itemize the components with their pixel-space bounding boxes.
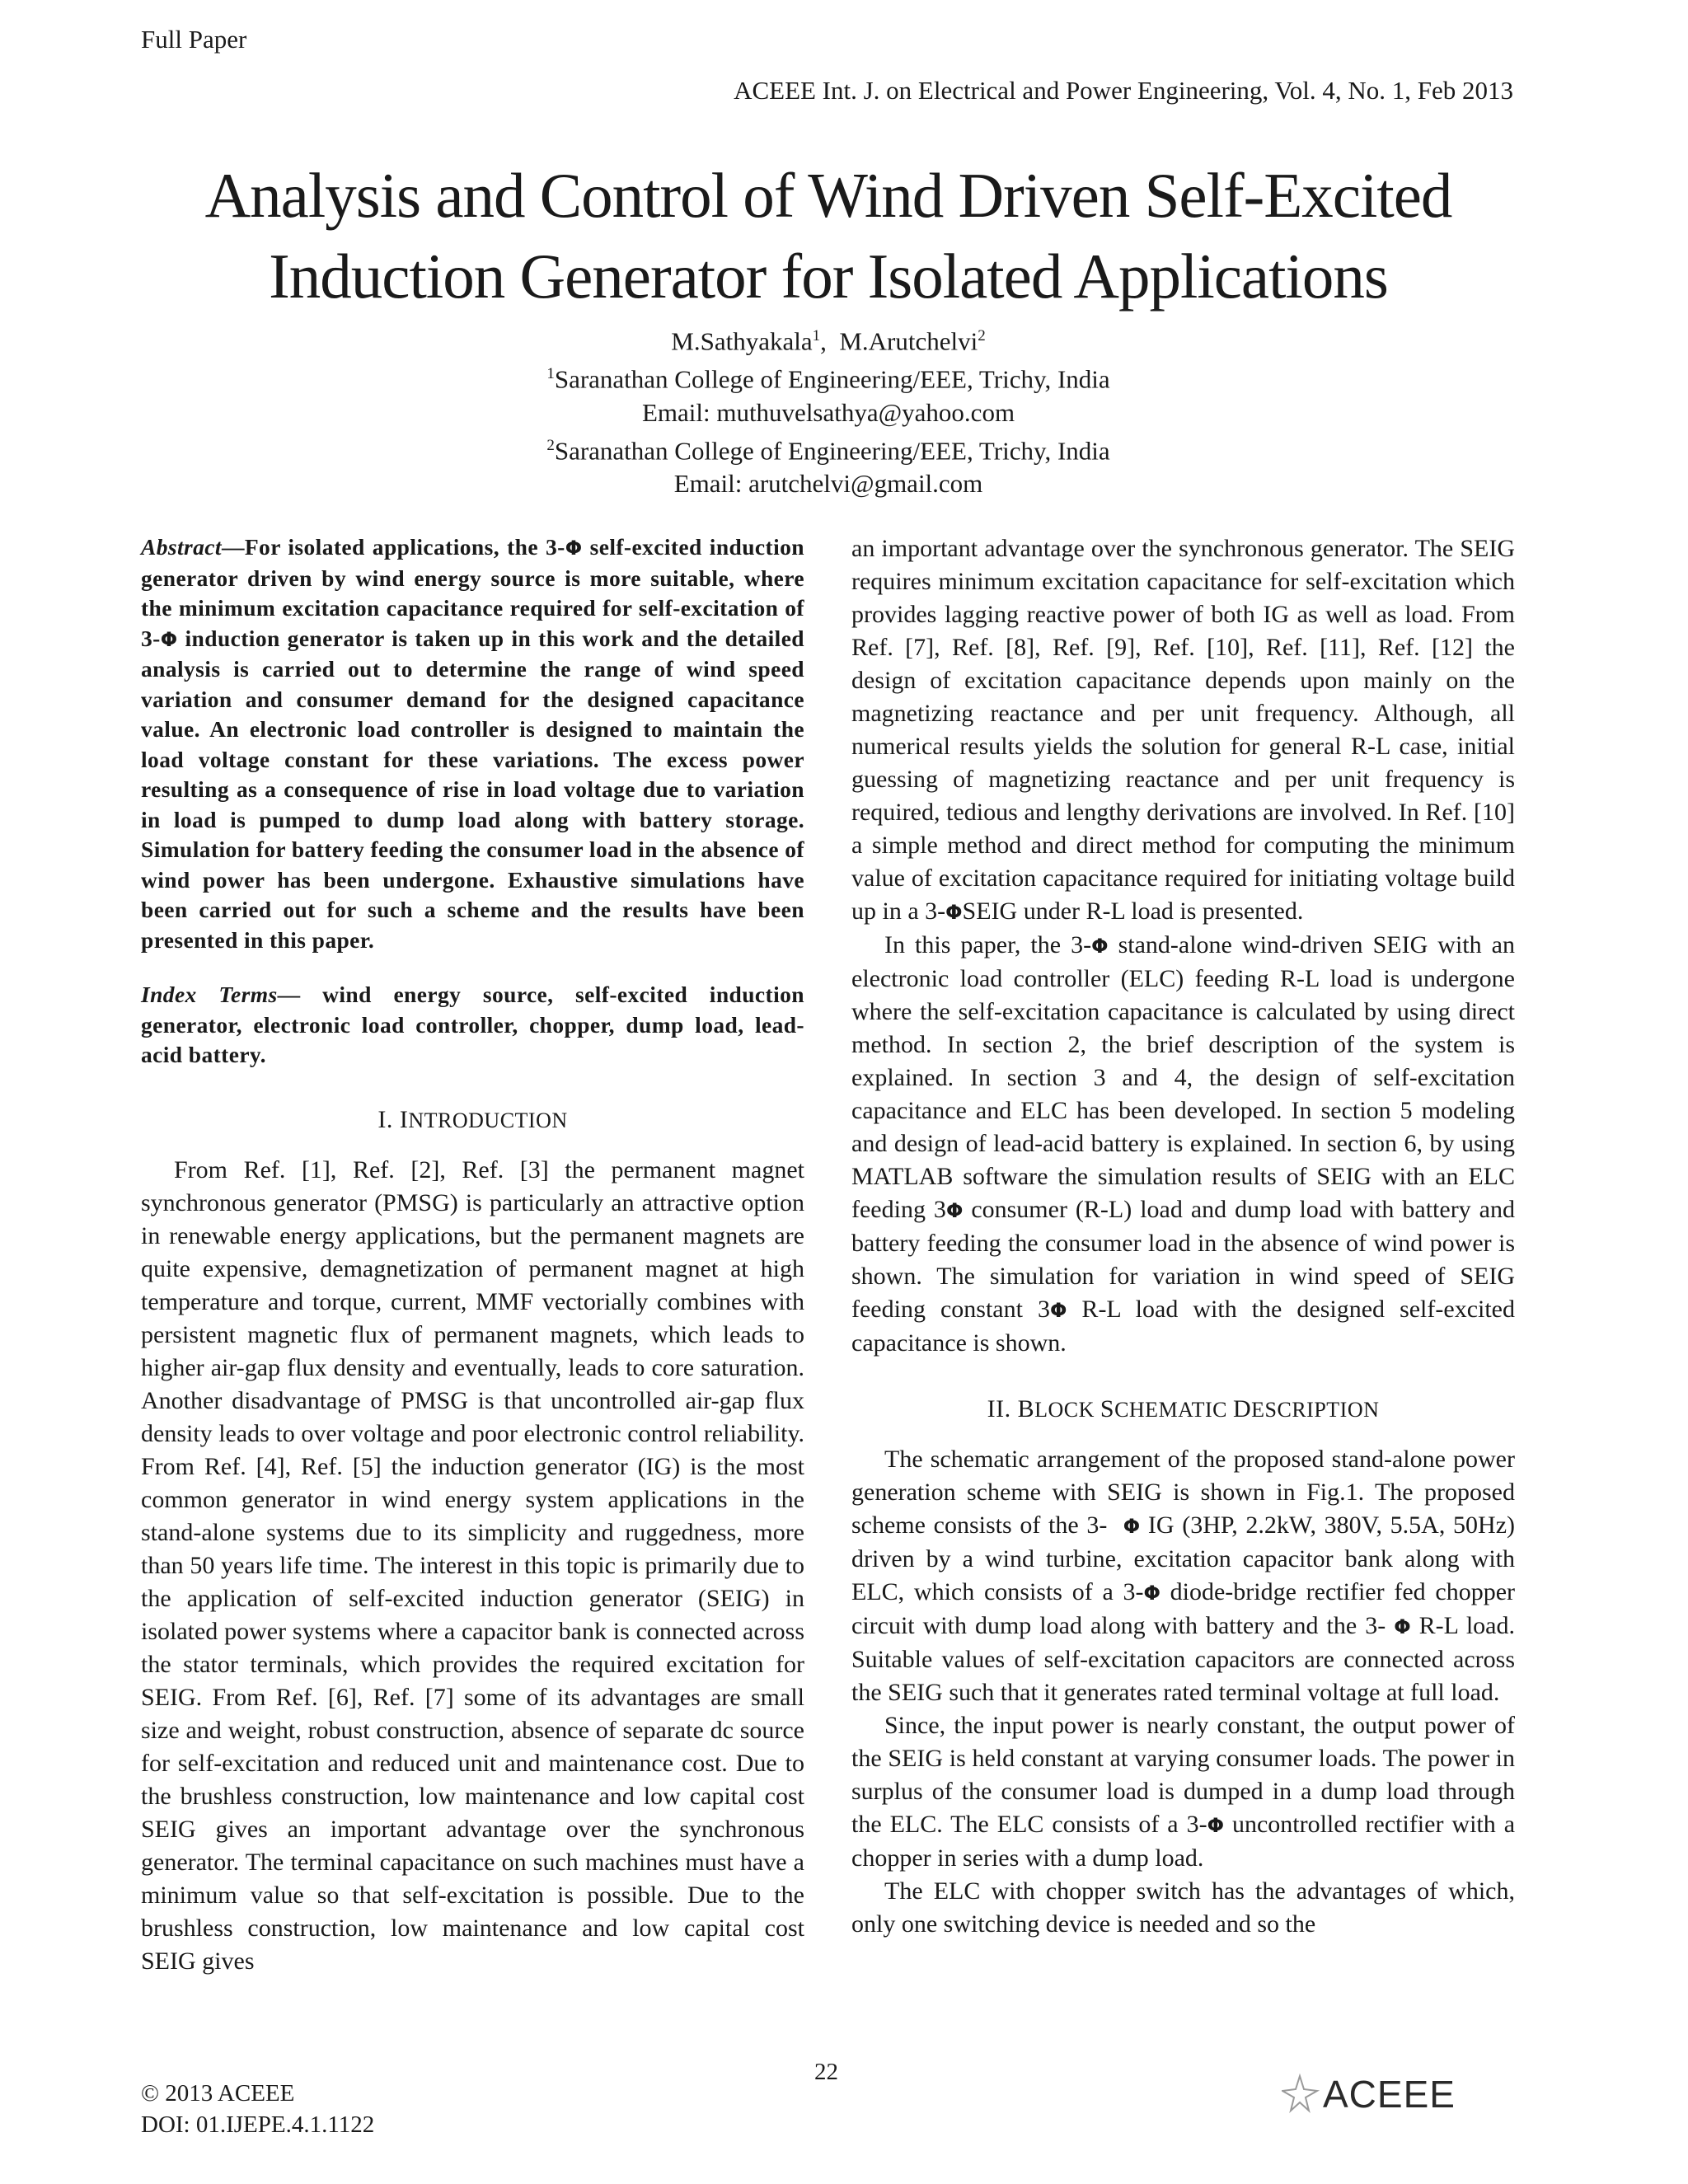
logo-text: ACEEE — [1323, 2073, 1456, 2114]
phi-symbol: Φ — [1207, 1814, 1224, 1837]
paper-title — [0, 155, 1657, 316]
phi-symbol: Φ — [1050, 1299, 1067, 1322]
block-schematic-paragraph-1: The schematic arrangement of the proposed stand-alone power generation scheme with SEIG is shown in Fig.1. The proposed scheme consists of the 3- Φ IG (3HP, 2.2kW, 380V, 5.5A, 50Hz) driven by a wind turbine, excitation capacitor bank along with ELC, which consists of a 3-Φ diode-bridge rectifier fed chopper circuit with dump load along with battery and the 3- Φ R-L load. Suitable values of self-excitation capacitors are connected across the SEIG such that it generates rated terminal voltage at full load. — [851, 1446, 1522, 1706]
footer-left — [141, 2078, 374, 2140]
journal-citation: ACEEE Int. J. on Electrical and Power Engineering, Vol. 4, No. 1, Feb 2013 — [734, 76, 1513, 105]
page-number: 22 — [814, 2059, 838, 2085]
phi-symbol: Φ — [945, 1199, 964, 1222]
aceee-logo-graphic — [1282, 2073, 1521, 2114]
author-names: M.Sathyakala$^1$, M.Arutchelvi$^2$ — [671, 326, 986, 356]
affiliation-1: $^1$Saranathan College of Engineering/EEE, Trichy, India — [546, 364, 1110, 394]
phi-symbol: Φ — [1123, 1515, 1141, 1538]
left-column — [141, 532, 804, 1978]
title-line-2: Induction Generator for Isolated Applications — [269, 241, 1388, 312]
intro-paragraph: From Ref. [1], Ref. [2], Ref. [3] the permanent magnet synchronous generator (PMSG) is particularly an attractive option in renewable energy applications, but the permanent magnets are quite expensive, demagnetization of permanent magnet at high temperature and torque, current, MMF vectorially combines with persistent magnetic flux of permanent magnets, which leads to higher air-gap flux density and eventually, leads to core saturation. Another disadvantage of PMSG is that uncontrolled air-gap flux density leads to over voltage and poor electronic control reliability. From Ref. [4], Ref. [5] the induction generator (IG) is the most common generator in wind energy system applications in the stand-alone systems due to its simplicity and ruggedness, more than 50 years life time. The interest in this topic is primarily due to the application of self-excited induction generator (SEIG) in isolated power systems where a capacitor bank is connected across the stator terminals, which provides the required excitation for SEIG. From Ref. [6], Ref. [7] some of its advantages are small size and weight, robust construction, absence of separate dc source for self-excitation and reduced unit and maintenance cost. Due to the brushless construction, low maintenance and low capital cost SEIG gives an important advantage over the synchronous generator. The terminal capacitance on such machines must have a minimum value so that self-excitation is possible. Due to the brushless construction, low maintenance and low capital cost SEIG gives — [141, 1155, 804, 1975]
phi-symbol: Φ — [565, 537, 583, 560]
header-label: Full Paper — [141, 25, 247, 54]
email-2: Email: arutchelvi@gmail.com — [673, 468, 983, 498]
author-block — [0, 320, 1657, 500]
section-heading-block-schematic: II. BLOCK SCHEMATIC DESCRIPTION — [987, 1395, 1380, 1422]
abstract: Abstract—For isolated applications, the 3-Φ self-excited induction generator driven by wind energy source is more suitable, where the minimum excitation capacitance required for self-excitation of 3-Φ induction generator is taken up in this work and the detailed analysis is carried out to determine the range of wind speed variation and consumer demand for the designed capacitance value. An electronic load controller is designed to maintain the load voltage constant for these variations. The excess power resulting as a consequence of rise in load voltage due to variation in load is pumped to dump load along with battery storage. Simulation for battery feeding the consumer load in the absence of wind power has been undergone. Exhaustive simulations have been carried out for such a scheme and the results have been presented in this paper. — [141, 534, 804, 953]
phi-symbol: Φ — [945, 901, 963, 924]
phi-symbol: Φ — [160, 627, 178, 651]
index-terms: Index Terms— wind energy source, self-excited induction generator, electronic load controller, chopper, dump load, lead-acid battery. — [141, 982, 804, 1067]
phi-symbol: Φ — [1394, 1615, 1411, 1638]
paper-outline-paragraph: In this paper, the 3-Φ stand-alone wind-driven SEIG with an electronic load controller (ELC) feeding R-L load is undergone where the self-excitation capacitance is calculated by using direct method. In section 2, the brief description of the system is explained. In section 3 and 4, the design of self-excitation capacitance and ELC has been developed. In section 5 modeling and design of lead-acid battery is explained. In section 6, by using MATLAB software the simulation results of SEIG with an ELC feeding 3Φ consumer (R-L) load and dump load with battery and battery feeding the consumer load in the absence of wind power is shown. The simulation for variation in wind speed of SEIG feeding constant 3Φ R-L load with the designed self-excited capacitance is shown. — [851, 931, 1515, 1357]
affiliation-2: $^2$Saranathan College of Engineering/EEE, Trichy, India — [546, 435, 1110, 465]
doi-text: DOI: 01.IJEPE.4.1.1122 — [141, 2111, 375, 2138]
block-schematic-paragraph-2: Since, the input power is nearly constant, the output power of the SEIG is held constant at varying consumer loads. The power in surplus of the consumer load is dumped in a dump load through the ELC. The ELC consists of a 3-Φ uncontrolled rectifier with a chopper in series with a dump load. — [851, 1712, 1516, 1872]
title-line-1: Analysis and Control of Wind Driven Self-Excited — [204, 160, 1452, 231]
right-column — [851, 532, 1522, 1941]
intro-continued-paragraph: an important advantage over the synchronous generator. The SEIG requires minimum excitation capacitance for self-excitation which provides lagging reactive power of both IG as well as load. From Ref. [7], Ref. [8], Ref. [9], Ref. [10], Ref. [11], Ref. [12] the design of excitation capacitance depends upon mainly on the magnetizing reactance and per unit frequency. Although, all numerical results yields the solution for general R-L case, initial guessing of magnetizing reactance and per unit frequency is required, tedious and lengthy derivations are involved. In Ref. [10] a simple method and direct method for computing the minimum value of excitation capacitance required for initiating voltage build up in a 3-ΦSEIG under R-L load is presented. — [851, 535, 1515, 925]
aceee-logo — [1282, 2073, 1521, 2114]
copyright-text: © 2013 ACEEE — [141, 2080, 295, 2107]
email-1: Email: muthuvelsathya@yahoo.com — [641, 397, 1015, 427]
phi-symbol: Φ — [1091, 935, 1109, 958]
section-heading-introduction: I. INTRODUCTION — [377, 1105, 568, 1133]
block-schematic-paragraph-3: The ELC with chopper switch has the advantages of which, only one switching device is needed and so the — [851, 1877, 1515, 1938]
star-icon — [1282, 2076, 1317, 2111]
phi-symbol: Φ — [1143, 1582, 1160, 1605]
